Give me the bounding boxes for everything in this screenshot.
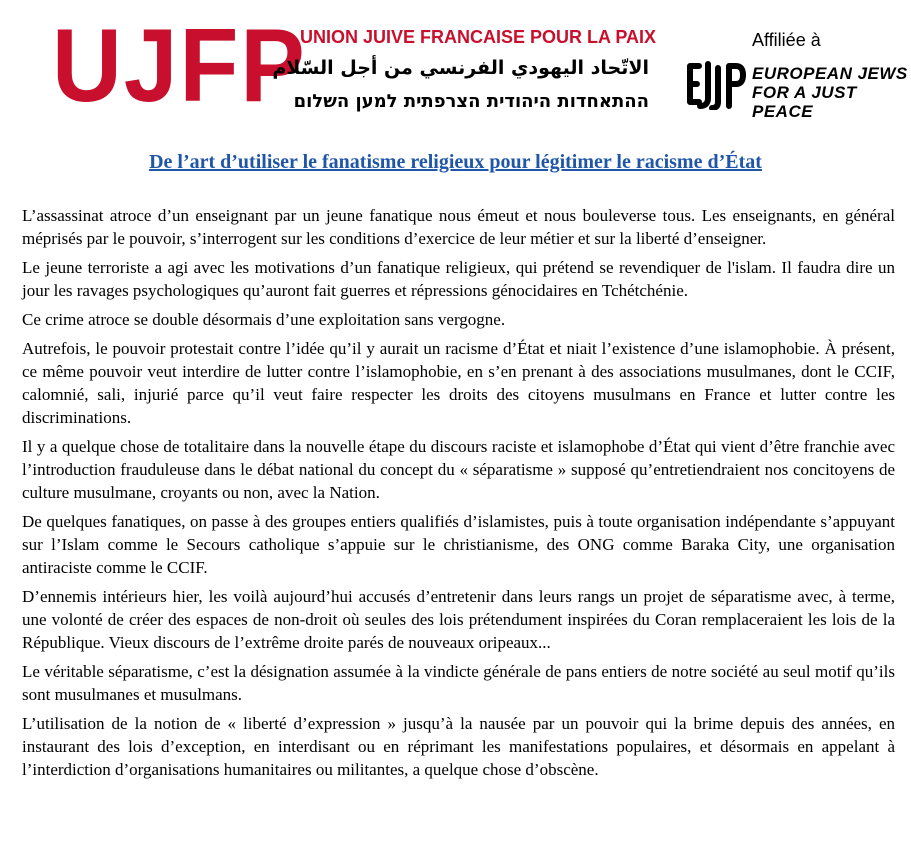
paragraph: Il y a quelque chose de totalitaire dans la nouvelle étape du discours raciste et islamophobe d’État qui vient d’être franchie avec l’introduction frauduleuse dans le débat national du concept du « séparatisme » supposé qu’entretiendraient nos concitoyens de culture musulmane, croyants ou non, avec la Nation. xyxy=(22,437,895,502)
paragraph: L’assassinat atroce d’un enseignant par un jeune fanatique nous émeut et nous bouleverse tous. Les enseignants, en général méprisés par le pouvoir, s’interrogent sur les conditions d’exercice de leur métier et sur la liberté d’enseigner. xyxy=(22,206,895,248)
paragraph: D’ennemis intérieurs hier, les voilà aujourd’hui accusés d’entretenir dans leurs rangs un projet de séparatisme avec, à terme, une volonté de créer des espaces de non-droit où seules des lois prétendument inspirées du Coran remplaceraient les lois de la République. Vieux discours de l’extrême droite parés de nouveaux oripeaux... xyxy=(22,587,895,652)
paragraph: Autrefois, le pouvoir protestait contre l’idée qu’il y aurait un racisme d’État et niait l’existence d’une islamophobie. À présent, ce même pouvoir veut interdire de lutter contre l’islamophobie, en s’en prenant à des associations musulmanes, dont le CCIF, calomnié, sali, injurié parce qu’il veut faire respecter les droits des citoyens musulmans en France et lutter contre les discriminations. xyxy=(22,339,895,427)
article-body xyxy=(22,204,895,787)
paragraph: De quelques fanatiques, on passe à des groupes entiers qualifiés d’islamistes, puis à toute organisation indépendante s’appuyant sur l’Islam comme le Secours catholique s’appuie sur le christianisme, des ONG comme Baraka City, une organisation antiraciste comme le CCIF. xyxy=(22,512,895,577)
affiliation-label: Affiliée à xyxy=(752,30,821,50)
org-name-arabic: الاتّحاد اليهودي الفرنسي من أجل السّلام xyxy=(272,57,649,79)
org-name-hebrew: ההתאחדות היהודית הצרפתית למען השלום xyxy=(293,91,649,112)
ejjp-logo-icon xyxy=(686,58,746,110)
article-title: De l’art d’utiliser le fanatisme religieux pour légitimer le racisme d’État xyxy=(149,151,762,173)
ujfp-logo: UJFP xyxy=(52,8,307,124)
affiliation-line-2: FOR A JUST PEACE xyxy=(752,83,857,121)
affiliation-line-1: EUROPEAN JEWS xyxy=(752,64,908,83)
letterhead xyxy=(0,0,911,140)
paragraph: Ce crime atroce se double désormais d’une exploitation sans vergogne. xyxy=(22,310,506,329)
affiliation-name xyxy=(752,64,911,121)
paragraph: Le jeune terroriste a agi avec les motivations d’un fanatique religieux, qui prétend se revendiquer de l'islam. Il faudra dire un jour les ravages psychologiques qu’auront fait guerres et répressions génocidaires en Tchétchénie. xyxy=(22,258,895,300)
paragraph: Le véritable séparatisme, c’est la désignation assumée à la vindicte générale de pans entiers de notre société au seul motif qu’ils sont musulmanes et musulmans. xyxy=(22,662,895,704)
org-name-french: UNION JUIVE FRANCAISE POUR LA PAIX xyxy=(300,27,657,47)
paragraph: L’utilisation de la notion de « liberté d’expression » jusqu’à la nausée par un pouvoir qui la brime depuis des années, en instaurant des lois d’exception, en interdisant ou en réprimant les manifestations populaires, et désormais en appelant à l’interdiction d’organisations humanitaires ou militantes, a quelque chose d’obscène. xyxy=(22,714,895,779)
